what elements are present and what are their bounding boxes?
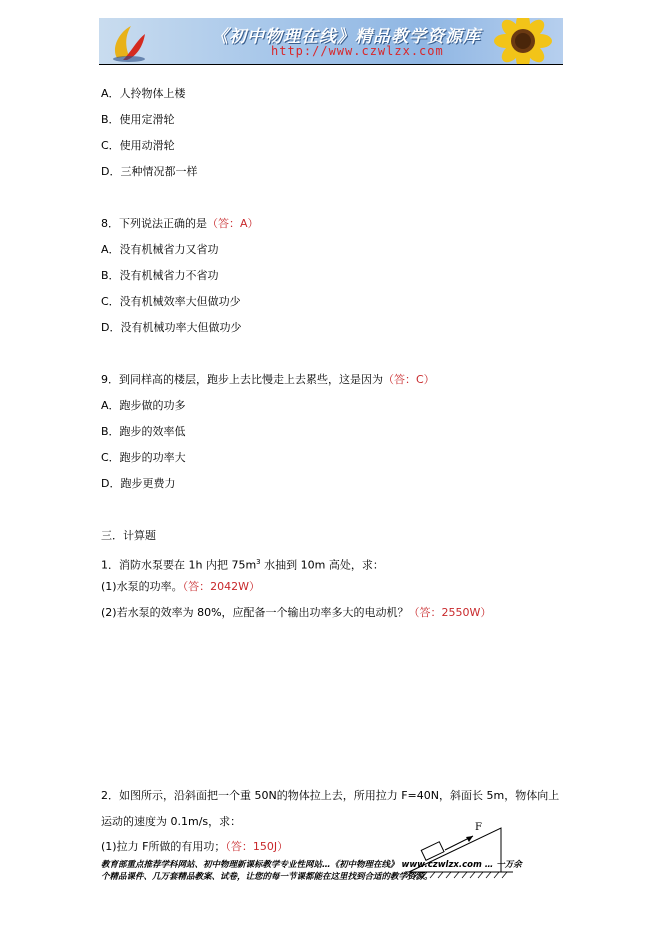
q8-option-a: A．没有机械省力又省功 [101, 243, 219, 256]
problem1-stem [101, 555, 384, 573]
header-banner [99, 18, 563, 64]
footer-line-2: 个精品课件、几万套精品教案、试卷，让您的每一节课都能在这里找到合适的教学资源。 [101, 872, 433, 882]
problem1-stem-sup: 3 [256, 558, 261, 566]
header-rule [99, 64, 563, 65]
q9-stem [101, 373, 435, 387]
q8-option-c: C．没有机械效率大但做功少 [101, 295, 241, 308]
q8-stem [101, 217, 259, 231]
footer-line-1: 教育部重点推荐学科网站、初中物理新课标教学专业性网站…《初中物理在线》 www.czwlzx.com … 一万余 [101, 860, 522, 870]
problem2-sub1-answer: （答：150J） [225, 840, 289, 853]
problem1-stem-b: 水抽到 10m 高处，求： [260, 558, 384, 572]
q8-stem-text: 8．下列说法正确的是 [101, 217, 207, 230]
q7-option-b: B．使用定滑轮 [101, 113, 175, 126]
problem1-sub1 [101, 580, 260, 594]
q9-option-d: D．跑步更费力 [101, 477, 176, 490]
problem1-sub2 [101, 606, 491, 620]
site-logo-icon [107, 22, 151, 62]
q9-stem-text: 9．到同样高的楼层，跑步上去比慢走上去累些，这是因为 [101, 373, 383, 386]
problem1-sub2-answer: （答：2550W） [408, 606, 492, 619]
footer-text [101, 859, 563, 883]
problem1-sub2-text: (2)若水泵的效率为 80%，应配备一个输出功率多大的电动机？ [101, 606, 409, 619]
q8-option-d: D．没有机械功率大但做功少 [101, 321, 242, 334]
q7-option-c: C．使用动滑轮 [101, 139, 175, 152]
force-label: F [475, 822, 482, 833]
problem2-sub1 [101, 840, 288, 854]
q7-option-a: A．人拎物体上楼 [101, 87, 186, 100]
problem1-sub1-answer: （答：2042W） [182, 580, 260, 593]
q9-option-a: A．跑步做的功多 [101, 399, 186, 412]
q7-option-d: D．三种情况都一样 [101, 165, 198, 178]
q9-option-b: B．跑步的效率低 [101, 425, 186, 438]
problem2-line2: 运动的速度为 0.1m/s，求： [101, 815, 242, 828]
q8-answer: （答：A） [207, 217, 259, 230]
problem1-stem-a: 1．消防水泵要在 1h 内把 75m [101, 558, 257, 572]
banner-title: 《初中物理在线》精品教学资源库 [211, 27, 481, 47]
banner-url[interactable]: http://www.czwlzx.com [271, 44, 444, 58]
section-heading: 三．计算题 [101, 529, 156, 542]
q9-option-c: C．跑步的功率大 [101, 451, 186, 464]
problem2-line1: 2．如图所示，沿斜面把一个重 50N的物体拉上去，所用拉力 F=40N，斜面长 5m，物体向上 [101, 789, 560, 802]
sunflower-icon [483, 18, 563, 64]
problem1-sub1-text: (1)水泵的功率。 [101, 580, 183, 593]
q8-option-b: B．没有机械省力不省功 [101, 269, 219, 282]
problem2-sub1-text: (1)拉力 F所做的有用功； [101, 840, 226, 853]
q9-answer: （答：C） [383, 373, 435, 386]
